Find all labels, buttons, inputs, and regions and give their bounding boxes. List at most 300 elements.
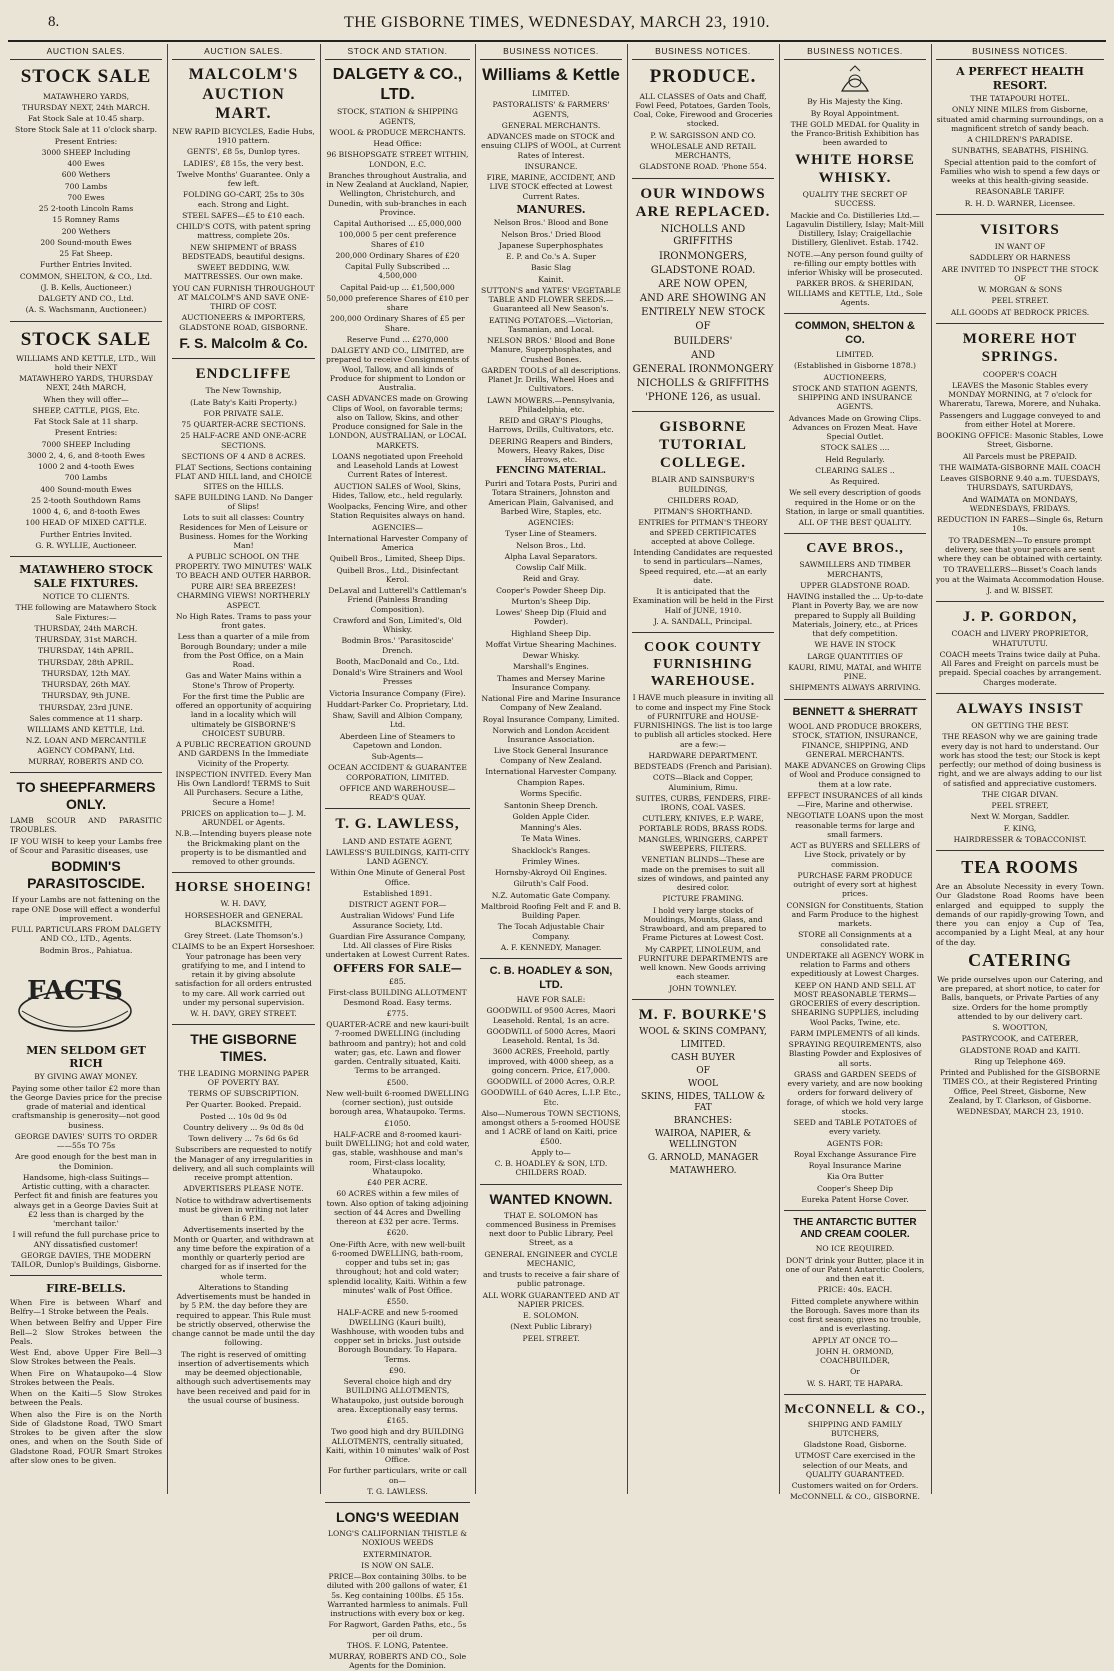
column-6 bbox=[784, 46, 926, 1502]
text-line: WILLIAMS AND KETTLE, Ltd. bbox=[27, 725, 145, 735]
ad-body bbox=[480, 995, 622, 1178]
column-divider bbox=[931, 44, 932, 1494]
text-line: GENERAL IRONMONGERY bbox=[632, 364, 774, 375]
text-line: FIRE, MARINE, ACCIDENT, AND LIVE STOCK effected at Lowest Current Rates. bbox=[486, 173, 616, 201]
text-line: Huddart-Parker Co. Proprietary, Ltd. bbox=[326, 699, 469, 709]
text-line: Advertisements inserted by the Month or Quarter, and withdrawn at any time before the expiration of a monthly or quarterly period are charged for as if inserted for the whole term. bbox=[173, 1225, 314, 1281]
ad-title: THE ANTARCTIC BUTTER AND CREAM COOLER. bbox=[793, 1217, 917, 1241]
ad-title: WANTED KNOWN. bbox=[489, 1190, 613, 1207]
text-line: The Tocah Adjustable Chair Company. bbox=[497, 922, 605, 941]
text-line: Royal Insurance Marine bbox=[808, 1161, 902, 1170]
text-line: If your Lambs are not fattening on the rape ONE Dose will effect a wonderful improvement. bbox=[11, 895, 161, 923]
text-line: £620. bbox=[386, 1228, 409, 1238]
text-line: FULL PARTICULARS FROM DALGETY AND CO., LTD., Agents. bbox=[11, 925, 161, 944]
text-line: Notice to withdraw advertisements must be given in writing not later than 6 P.M. bbox=[175, 1195, 312, 1224]
text-line: 7000 SHEEP Including bbox=[41, 439, 131, 449]
ad-body bbox=[936, 721, 1104, 844]
ad-title: TEA ROOMS bbox=[961, 857, 1079, 878]
text-line: (J. B. Kells, Auctioneer.) bbox=[40, 282, 132, 292]
text-line: Basic Slag bbox=[530, 263, 572, 273]
text-line: CASH BUYER bbox=[671, 1053, 735, 1064]
text-line: My CARPET, LINOLEUM, and FURNITURE DEPARTMENTS are well known. New Goods arriving each steamer. bbox=[638, 944, 768, 982]
text-line: A CHILDREN'S PARADISE. bbox=[967, 135, 1073, 145]
ad-title: TO SHEEPFARMERS ONLY. bbox=[16, 779, 156, 813]
text-line: Lots to suit all classes: Country Residences for Men of Leisure or Business. Homes for the Working Man! bbox=[179, 513, 308, 551]
text-line: A. F. KENNEDY, Manager. bbox=[500, 942, 602, 952]
text-line: Royal Exchange Assurance Fire bbox=[793, 1149, 917, 1159]
ad-title: GISBORNE TUTORIAL COLLEGE. bbox=[659, 418, 747, 472]
text-line: Advances Made on Growing Clips. Advances on Frozen Meat. Have Special Outlet. bbox=[788, 413, 922, 442]
text-line: AUCTIONEERS & IMPORTERS, GLADSTONE ROAD, GISBORNE. bbox=[179, 313, 308, 332]
divider bbox=[10, 321, 162, 322]
text-line: DeLaval and Lutterell's Cattleman's Friend (Painless Branding Composition). bbox=[328, 586, 467, 614]
text-line: ALL CLASSES of Oats and Chaff, Fowl Feed, Potatoes, Garden Tools, Coal, Coke, Firewood and Groceries stocked. bbox=[633, 91, 773, 129]
text-line: IS NOW ON SALE. bbox=[361, 1560, 434, 1570]
text-line: SUNBATHS, SEABATHS, FISHING. bbox=[951, 146, 1089, 156]
text-line: GEORGE DAVIES' SUITS TO ORDER——55s TO 75s bbox=[14, 1131, 158, 1151]
text-line: DEERING Reapers and Binders, Mowers, Heavy Rakes, Disc Harrows, etc. bbox=[489, 436, 613, 464]
column-header: BUSINESS NOTICES. bbox=[480, 46, 622, 60]
text-line: NELSON BROS.' Blood and Bone Manure, Superphosphates, and Crushed Bones. bbox=[487, 336, 615, 364]
text-line: 400 Sound-mouth Ewes bbox=[40, 484, 132, 494]
text-line: ADVANCES made on STOCK and ensuing CLIPS of WOOL, at Current Rates of Interest. bbox=[481, 132, 621, 160]
text-line: By His Majesty the King. bbox=[807, 97, 903, 107]
text-line: Cooper's Powder Sheep Dip. bbox=[496, 585, 606, 595]
divider bbox=[480, 1184, 622, 1185]
text-line: OFFICE AND WAREHOUSE—READ'S QUAY. bbox=[339, 783, 456, 803]
text-line: Grey Street. (Late Thomson's.) bbox=[184, 931, 303, 941]
text-line: TO TRADESMEN—To ensure prompt delivery, see that your parcels are sent where they can be obtained with certainty. bbox=[937, 535, 1103, 564]
text-line: 3600 ACRES, Freehold, partly improved, with 4000 sheep, as a going concern. Price, £17,000. bbox=[488, 1047, 614, 1075]
text-line: Te Mata Wines. bbox=[521, 834, 581, 844]
text-line: LAMB SCOUR AND PARASITIC TROUBLES. bbox=[10, 816, 162, 835]
ad-body bbox=[10, 1298, 162, 1465]
text-line: SWEET BEDDING, W.W. MATTRESSES. Our own make. bbox=[184, 263, 303, 282]
business-sign: F. S. Malcolm & Co. bbox=[179, 334, 308, 351]
text-line: PEEL STREET, bbox=[991, 801, 1049, 811]
facts-illustration bbox=[10, 961, 140, 1035]
text-line: ADVERTISERS PLEASE NOTE. bbox=[183, 1184, 304, 1194]
ad-body bbox=[936, 975, 1104, 1117]
text-line: OF bbox=[695, 321, 711, 333]
text-line: 1000 2 and 4-tooth Ewes bbox=[37, 462, 135, 472]
text-line: Moffat Virtue Shearing Machines. bbox=[485, 639, 617, 649]
text-line: EXTERMINATOR. bbox=[362, 1549, 433, 1559]
ad-body bbox=[936, 242, 1104, 317]
text-line: Established 1891. bbox=[362, 888, 433, 898]
text-line: CUTLERY, KNIVES, E.P. WARE, PORTABLE RODS, BRASS RODS. bbox=[638, 814, 768, 833]
text-line: 200 Sound-mouth Ewes bbox=[40, 237, 132, 247]
ad-body bbox=[172, 899, 315, 1018]
text-line: Lowes' Sheep Dip (Fluid and Powder). bbox=[495, 608, 607, 627]
text-line: SHIPPING AND FAMILY BUTCHERS, bbox=[807, 1419, 903, 1438]
text-line: PURE AIR! SEA BREEZES! CHARMING VIEWS! NORTHERLY ASPECT. bbox=[176, 582, 310, 610]
text-line: For further particulars, write or call on— bbox=[327, 1466, 467, 1485]
text-line: IN WANT OF bbox=[994, 242, 1046, 252]
text-line: Town delivery ... 7s 6d 6s 6d bbox=[188, 1134, 299, 1144]
column-divider bbox=[320, 44, 321, 1494]
column-header: STOCK AND STATION. bbox=[325, 46, 470, 60]
text-line: AGENCIES: bbox=[528, 518, 574, 528]
text-line: Leaves GISBORNE 9.40 a.m. TUESDAYS, THURSDAYS, SATURDAYS, bbox=[940, 474, 1100, 493]
text-line: REDUCTION IN FARES—Single 6s, Return 10s. bbox=[936, 515, 1104, 534]
text-line: International Harvester Company. bbox=[485, 766, 617, 776]
text-line: LIMITED. bbox=[532, 89, 570, 99]
ad-title: J. P. GORDON, bbox=[962, 609, 1078, 626]
ad-title: CAVE BROS., bbox=[806, 541, 904, 557]
text-line: W. H. DAVY, GREY STREET. bbox=[190, 1009, 297, 1019]
text-line: FOLDING GO-CART, 25s to 30s each. Strong and Light. bbox=[182, 190, 305, 209]
ad-title: A PERFECT HEALTH RESORT. bbox=[956, 65, 1084, 92]
text-line: UTMOST Care exercised in the selection of our Meats, and QUALITY GUARANTEED. bbox=[794, 1451, 916, 1479]
text-line: When between Belfry and Upper Fire Bell—2 Slow Strokes between the Peals. bbox=[10, 1318, 162, 1346]
column-header: BUSINESS NOTICES. bbox=[632, 46, 774, 60]
ad-title: STOCK SALE bbox=[20, 66, 152, 88]
text-line: UPPER GLADSTONE ROAD. bbox=[800, 580, 910, 590]
text-line: R. H. D. WARNER, Licensee. bbox=[964, 198, 1076, 208]
text-line: Held Regularly. bbox=[825, 454, 885, 464]
text-line: PASTRYCOOK, and CATERER, bbox=[961, 1034, 1079, 1044]
product-name: BODMIN'S PARASITOSCIDE. bbox=[27, 858, 145, 892]
text-line: New well-built 6-roomed DWELLING (corner section), just outside borough area, Whataupoko. Terms. bbox=[326, 1088, 469, 1117]
text-line: Highland Sheep Dip. bbox=[510, 628, 592, 638]
text-line: Worms Specific. bbox=[520, 789, 582, 799]
text-line: W. H. DAVY, bbox=[220, 899, 267, 909]
text-line: IRONMONGERS, bbox=[658, 250, 748, 262]
text-line: REID and GRAY'S Ploughs, Harrows, Drills, Cultivators, etc. bbox=[488, 416, 614, 435]
ad-title: OUR WINDOWS ARE REPLACED. bbox=[635, 185, 771, 220]
text-line: As Required. bbox=[830, 477, 880, 487]
text-line: The New Township, bbox=[205, 386, 282, 396]
column-2 bbox=[172, 46, 315, 1494]
text-line: Twelve Months' Guarantee. Only a few left. bbox=[176, 169, 311, 189]
text-line: STOCK, STATION & SHIPPING AGENTS, bbox=[337, 107, 458, 126]
text-line: PRICES on application to— J. M. ARUNDEL or Agents. bbox=[180, 808, 307, 828]
text-line: THE WAIMATA-GISBORNE MAIL COACH bbox=[939, 462, 1101, 472]
text-line: £90. bbox=[389, 1365, 406, 1375]
text-line: 3000 SHEEP Including bbox=[41, 147, 131, 157]
text-line: BUILDERS' bbox=[673, 335, 733, 347]
text-line: £1050. bbox=[384, 1118, 411, 1128]
text-line: When Fire is between Wharf and Belfry—1 Stroke between the Peals. bbox=[10, 1297, 162, 1317]
text-line: LEAVES the Masonic Stables every MONDAY MORNING, at 7 o'clock for Whareratu, Tarewa, Morere, and Nuhaka. bbox=[939, 380, 1101, 409]
text-line: For the first time the Public are offered an opportunity of acquiring land in a locality which will ultimately be GISBORNE'S CHOICEST SUBURB. bbox=[175, 691, 312, 738]
ad-title: Williams & Kettle bbox=[482, 65, 620, 85]
text-line: 600 Wethers bbox=[61, 170, 111, 180]
text-line: NO ICE REQUIRED. bbox=[815, 1244, 895, 1254]
text-line: LARGE QUANTITIES OF bbox=[807, 651, 903, 661]
text-line: NEW RAPID BICYCLES, Eadie Hubs, 1910 pattern. bbox=[172, 126, 315, 146]
text-line: S. WOOTTON, bbox=[992, 1023, 1048, 1033]
text-line: Less than a quarter of a mile from Borough Boundary; under a mile from the Post Office, on a Main Road. bbox=[177, 632, 310, 670]
text-line: DON'T drink your Butter, place it in one of our Patent Antarctic Coolers, and then eat it. bbox=[785, 1255, 925, 1284]
text-line: Thames and Mersey Marine Insurance Company. bbox=[497, 673, 605, 692]
text-line: 25 HALF-ACRE AND ONE-ACRE SECTIONS. bbox=[180, 431, 307, 450]
text-line: National Fire and Marine Insurance Company of New Zealand. bbox=[481, 694, 621, 713]
ad-body bbox=[784, 1244, 926, 1388]
ad-body bbox=[784, 722, 926, 1204]
text-line: Marshall's Engines. bbox=[513, 662, 589, 672]
text-line: GOODWILL of 5000 Acres, Maori Leasehold. Rental, 1s 3d. bbox=[486, 1026, 616, 1046]
text-line: Further Entries Invited. bbox=[39, 260, 133, 270]
divider bbox=[632, 999, 774, 1000]
ad-title: DALGETY & CO., LTD. bbox=[332, 66, 463, 103]
text-line: Quibell Bros., Limited, Sheep Dips. bbox=[329, 554, 466, 564]
text-line: AND ARE SHOWING AN bbox=[639, 293, 767, 305]
text-line: THURSDAY, 9th JUNE. bbox=[41, 691, 131, 701]
text-line: MURRAY, ROBERTS AND CO., Sole Agents for the Dominion. bbox=[328, 1652, 467, 1671]
text-line: Present Entries: bbox=[54, 428, 118, 438]
text-line: £165. bbox=[386, 1416, 409, 1426]
text-line: GLADSTONE ROAD. bbox=[650, 264, 756, 276]
text-line: HARDWARE DEPARTMENT. bbox=[648, 750, 758, 760]
text-line: ARE NOW OPEN, bbox=[658, 278, 748, 290]
ad-title: M. F. BOURKE'S bbox=[638, 1006, 768, 1023]
text-line: Fat Stock Sale at 11 sharp. bbox=[33, 417, 139, 427]
text-line: UNDERTAKE all AGENCY WORK in relation to Farms and others expeditiously at Lowest Charges. bbox=[786, 950, 924, 979]
ad-body bbox=[172, 386, 315, 866]
text-line: N.Z. LOAN AND MERCANTILE AGENCY COMPANY, Ltd. bbox=[25, 736, 147, 755]
text-line: F. KING, bbox=[1003, 823, 1037, 833]
text-line: A PUBLIC RECREATION GROUND AND GARDENS In the Immediate Vicinity of the Property. bbox=[175, 740, 311, 768]
text-line: JOHN TOWNLEY. bbox=[669, 983, 737, 993]
ad-body bbox=[172, 1069, 315, 1406]
text-line: THURSDAY, 31st MARCH. bbox=[35, 635, 137, 645]
text-line: AGENCIES— bbox=[372, 522, 423, 532]
text-line: BOOKING OFFICE: Masonic Stables, Lowe Street, Gisborne. bbox=[936, 431, 1104, 450]
text-line: THE CIGAR DIVAN. bbox=[981, 789, 1059, 799]
text-line: MANGLES, WRINGERS, CARPET SWEEPERS, FILTERS. bbox=[638, 834, 768, 854]
text-line: C. B. HOADLEY & SON, LTD. CHILDERS ROAD. bbox=[494, 1159, 608, 1178]
ad-body bbox=[632, 1027, 774, 1177]
text-line: Subscribers are requested to notify the Manager of any irregularities in delivery, and all such complaints will receive prompt attention. bbox=[172, 1145, 315, 1183]
ad-title: MANURES. bbox=[516, 202, 586, 216]
text-line: Within One Minute of General Post Office. bbox=[330, 868, 465, 887]
text-line: Santonin Sheep Drench. bbox=[504, 800, 598, 810]
text-line: Gas and Water Mains within a Stone's Throw of Property. bbox=[185, 671, 302, 690]
text-line: STEEL SAFES—£5 to £10 each. bbox=[182, 210, 305, 220]
ad-body bbox=[480, 218, 622, 464]
text-line: DISTRICT AGENT FOR— bbox=[348, 900, 447, 910]
text-line: I HAVE much pleasure in inviting all to come and inspect my Fine Stock of FURNITURE and HOUSE-FURNISHINGS. The list is too large to publish all articles stocked. Here are a few:— bbox=[632, 693, 774, 749]
text-line: SHEEP, CATTLE, PIGS, Etc. bbox=[32, 405, 140, 415]
text-line: Kainit. bbox=[538, 274, 564, 284]
text-line: FLAT Sections, Sections containing FLAT AND HILL land, and CHOICE SITES on the HILLS. bbox=[175, 463, 312, 491]
text-line: GENERAL ENGINEER and CYCLE MECHANIC, bbox=[484, 1249, 618, 1268]
masthead-rule bbox=[8, 40, 1106, 42]
text-line: HAVE FOR SALE: bbox=[516, 995, 586, 1005]
text-line: Japanese Superphosphates bbox=[498, 240, 604, 250]
text-line: Victoria Insurance Company (Fire). bbox=[329, 688, 466, 698]
text-line: Gladstone Road, Gisborne. bbox=[803, 1440, 907, 1450]
text-line: (Established in Gisborne 1878.) bbox=[794, 361, 916, 371]
text-line: COOPER'S COACH bbox=[982, 369, 1058, 379]
ad-body bbox=[325, 107, 470, 802]
text-line: Cooper's Sheep Dip bbox=[816, 1183, 894, 1193]
text-line: 700 Lambs bbox=[64, 473, 108, 483]
royal-crest-icon bbox=[836, 65, 874, 95]
text-line: NEW SHIPMENT of BRASS BEDSTEADS, beautiful designs. bbox=[182, 242, 305, 261]
text-line: International Harvester Company of America bbox=[327, 533, 468, 553]
text-line: I will refund the full purchase price to ANY dissatisfied customer! bbox=[12, 1230, 160, 1249]
text-line: PRICE—Box containing 30lbs. to be diluted with 200 gallons of water, £1 5s. Keg containing 100lbs. £5 15s. Warranted harmless to animals. Full instructions with every box or keg. bbox=[326, 1572, 469, 1619]
text-line: Nelson Bros., Ltd. bbox=[516, 540, 586, 550]
text-line: PASTORALISTS' & FARMERS' AGENTS, bbox=[492, 100, 610, 119]
text-line: Apply to— bbox=[531, 1147, 571, 1157]
text-line: We sell every description of goods required in the Home or on the Station, in large or small quantities. bbox=[785, 488, 925, 516]
text-line: SEED and TABLE POTATOES of every variety. bbox=[793, 1118, 917, 1137]
text-line: SECTIONS OF 4 AND 8 ACRES. bbox=[181, 451, 306, 461]
ad-title: BENNETT & SHERRATT bbox=[792, 705, 918, 718]
text-line: HALF-ACRE and new 5-roomed DWELLING (Kauri built), Washhouse, with wooden tubs and copper set in bricks. Just outside Borough Boundary. To Hapara. Terms. bbox=[330, 1308, 464, 1364]
page-number: 8. bbox=[48, 14, 60, 30]
text-line: Country delivery ... 9s 0d 8s 0d bbox=[183, 1122, 304, 1132]
text-line: CHILD'S COTS, with patent spring mattress, complete 20s. bbox=[176, 222, 311, 241]
text-line: W. S. HART, TE HAPARA. bbox=[806, 1378, 904, 1388]
text-line: GOODWILL of 640 Acres, L.I.P. Etc., Etc. bbox=[480, 1088, 622, 1107]
ad-body bbox=[10, 592, 162, 766]
ad-body bbox=[632, 693, 774, 993]
text-line: GOODWILL of 2000 Acres, O.R.P. bbox=[486, 1077, 616, 1087]
text-line: AGENTS FOR: bbox=[826, 1138, 884, 1148]
text-line: J. A. SANDALL, Principal. bbox=[653, 616, 753, 626]
text-line: £775. bbox=[386, 1008, 409, 1018]
text-line: BY GIVING AWAY MONEY. bbox=[34, 1072, 138, 1082]
text-line: BEDSTEADS (French and Parisian). bbox=[633, 762, 773, 772]
text-line: £500. bbox=[386, 1077, 409, 1087]
text-line: (A. S. Wachsmann, Auctioneer.) bbox=[25, 305, 147, 315]
text-line: SHIPMENTS ALWAYS ARRIVING. bbox=[789, 683, 921, 693]
column-header: BUSINESS NOTICES. bbox=[784, 46, 926, 60]
divider bbox=[936, 601, 1104, 602]
text-line: Handsome, high-class Suitings—Artistic cutting, with a character. Perfect fit and finish are features you always get in a George Davies Suit at £2 less than is charged by the 'merchant tailor.' bbox=[13, 1172, 159, 1229]
text-line: JOHN H. ORMOND, COACHBUILDER, bbox=[816, 1346, 894, 1366]
text-line: 100 HEAD OF MIXED CATTLE. bbox=[25, 518, 147, 528]
ad-title: MORERE HOT SPRINGS. bbox=[962, 330, 1078, 366]
text-line: NOTICE TO CLIENTS. bbox=[42, 592, 130, 602]
ad-body bbox=[784, 560, 926, 692]
column-divider bbox=[167, 44, 168, 1494]
ad-body bbox=[936, 370, 1104, 596]
text-line: N.B.—Intending buyers please note the Brickmaking plant on the property is to be dismantled and removed to other grounds. bbox=[175, 829, 312, 867]
text-line: GLADSTONE ROAD and KAITI. bbox=[959, 1045, 1081, 1055]
text-line: Branches throughout Australia, and in New Zealand at Auckland, Napier, Wellington, Christchurch, and Dunedin, with sub-branches in each Province. bbox=[326, 170, 469, 217]
text-line: Sub-Agents— bbox=[371, 752, 424, 762]
text-line: Sales commence at 11 sharp. bbox=[29, 713, 143, 723]
text-line: ALL WORK GUARANTEED AND AT NAPIER PRICES. bbox=[482, 1290, 620, 1309]
text-line: GENERAL MERCHANTS. bbox=[501, 120, 601, 130]
text-line: CLEARING SALES .. bbox=[815, 465, 895, 475]
text-line: Fat Stock Sale at 10.45 sharp. bbox=[27, 114, 145, 124]
text-line: Tyser Line of Steamers. bbox=[505, 529, 597, 539]
divider bbox=[936, 850, 1104, 851]
ad-title: STOCK SALE bbox=[20, 328, 152, 350]
ad-title: COMMON, SHELTON & CO. bbox=[795, 320, 915, 346]
text-line: Or bbox=[850, 1367, 860, 1377]
text-line: ENTRIES for PITMAN'S THEORY and SPEED CERTIFICATES accepted at above College. bbox=[638, 518, 768, 546]
text-line: AUCTIONEERS, bbox=[823, 372, 887, 382]
text-line: 60 ACRES within a few miles of town. Also option of taking adjoining section of 44 Acres and Dwelling thereon at £32 per acre. Terms. bbox=[326, 1189, 469, 1227]
text-line: First-class BUILDING ALLOTMENT Desmond Road. Easy terms. bbox=[328, 988, 467, 1007]
text-line: Further Entries Invited. bbox=[39, 529, 133, 539]
text-line: 200,000 Ordinary Shares of £5 per Share. bbox=[330, 314, 465, 333]
text-line: SUTTON'S and YATES' VEGETABLE TABLE AND FLOWER SEEDS.—Guaranteed all New Season's. bbox=[481, 285, 621, 314]
text-line: CASH ADVANCES made on Growing Clips of Wool, on favorable terms; also on Tallow, Skins, and other Produce consigned for Sale in the LONDON, AUSTRALIAN, or LOCAL MARKETS. bbox=[326, 394, 469, 450]
text-line: (Late Baty's Kaiti Property.) bbox=[190, 397, 297, 407]
text-line: PITMAN'S SHORTHAND. bbox=[653, 507, 753, 517]
text-line: NOTE.—Any person found guilty of re-filling our empty bottles with inferior Whisky will be prosecuted. bbox=[787, 249, 923, 278]
text-line: SAWMILLERS AND TIMBER MERCHANTS, bbox=[799, 560, 911, 579]
text-line: HAVING installed the ... Up-to-date Plant in Poverty Bay, we are now prepared to Supply all Building Materials, Joinery, etc., at Prices that defy competition. bbox=[786, 592, 924, 639]
text-line: MATAWHERO YARDS, THURSDAY NEXT, 24th MARCH, bbox=[19, 374, 153, 393]
text-line: E. SOLOMON. bbox=[523, 1311, 579, 1321]
text-line: £550. bbox=[386, 1297, 409, 1307]
ad-body bbox=[480, 1211, 622, 1343]
text-line: Paying some other tailor £2 more than the George Davies price for the precise grade of material and identical craftsmanship is generosity—not good business. bbox=[10, 1083, 162, 1130]
text-line: ALL OF THE BEST QUALITY. bbox=[798, 518, 912, 528]
text-line: ARE INVITED TO INSPECT THE STOCK OF bbox=[941, 264, 1099, 283]
text-line: HALF-ACRE and 8-roomed kauri-built DWELLING; hot and cold water, gas, stable, washhouse and man's room, First-class locality, Whataupoko. bbox=[325, 1129, 470, 1176]
ad-title: VISITORS bbox=[980, 221, 1060, 238]
text-line: THE LEADING MORNING PAPER OF POVERTY BAY. bbox=[178, 1068, 309, 1087]
text-line: J. and W. BISSET. bbox=[986, 585, 1054, 595]
column-1 bbox=[10, 46, 162, 1494]
text-line: Several choice high and dry BUILDING ALLOTMENTS, Whataupoko, just outside borough area. Exceptionally easy terms. bbox=[331, 1377, 464, 1414]
text-line: When also the Fire is on the North Side of Gladstone Road, TWO Smart Strokes to be given after the slow ones, and when on the South Side of Gladstone Road, FOUR Smart Strokes after slow ones to be given. bbox=[10, 1409, 162, 1465]
text-line: REASONABLE TARIFF. bbox=[975, 187, 1065, 197]
text-line: ONLY NINE MILES from Gisborne, situated amid charming surroundings, on a magnificent stretch of sandy beach. bbox=[936, 105, 1104, 133]
text-line: LONG'S CALIFORNIAN THISTLE & NOXIOUS WEEDS bbox=[327, 1529, 468, 1548]
text-line: PEEL STREET. bbox=[522, 1333, 580, 1343]
ad-body bbox=[784, 190, 926, 307]
text-line: TERMS OF SUBSCRIPTION. bbox=[188, 1089, 299, 1099]
text-line: KEEP ON HAND AND SELL AT MOST REASONABLE TERMS—GROCERIES of every description. SHEARING SUPPLIES, including Wool Packs, Twine, etc. bbox=[789, 980, 921, 1027]
text-line: NICHOLLS AND GRIFFITHS bbox=[660, 224, 746, 248]
text-line: WILLIAMS AND KETTLE, LTD., Will hold their NEXT bbox=[16, 353, 156, 372]
text-line: SADDLERY OR HARNESS bbox=[969, 253, 1071, 263]
text-line: SAFE BUILDING LAND. No Danger of Slips! bbox=[174, 492, 313, 512]
column-divider bbox=[779, 44, 780, 1494]
ad-body bbox=[632, 92, 774, 172]
text-line: Two good high and dry BUILDING ALLOTMENTS, centrally situated, Kaiti, within 10 minutes' walk of Post Office. bbox=[325, 1427, 470, 1465]
ad-body bbox=[784, 1420, 926, 1502]
text-line: 25 2-tooth Southdown Rams bbox=[31, 495, 141, 505]
text-line: The right is reserved of omitting insertion of advertisements which may be deemed objectionable, although such advertisements may have been received and paid for in the usual course of business. bbox=[176, 1349, 311, 1405]
text-line: WE HAVE IN STOCK bbox=[814, 640, 896, 650]
text-line: P. W. SARGISSON AND CO. bbox=[650, 130, 756, 140]
column-4 bbox=[480, 46, 622, 1494]
text-line: THE TATAPOURI HOTEL. bbox=[970, 94, 1070, 104]
ad-body bbox=[936, 882, 1104, 947]
facts-word: FACTS bbox=[27, 975, 123, 1006]
text-line: GEORGE DAVIES, THE MODERN TAILOR, Dunlop's Buildings, Gisborne. bbox=[11, 1250, 161, 1270]
ad-body bbox=[10, 92, 162, 315]
ad-title: LONG'S WEEDIAN bbox=[335, 1509, 460, 1526]
text-line: Murton's Sheep Dip. bbox=[511, 596, 591, 606]
text-line: BRANCHES: bbox=[673, 1116, 733, 1127]
text-line: WOOL AND PRODUCE BROKERS, STOCK, STATION, INSURANCE, FINANCE, SHIPPING, AND GENERAL MERCHANTS. bbox=[788, 722, 922, 759]
divider bbox=[784, 533, 926, 534]
text-line: GLADSTONE ROAD. 'Phone 554. bbox=[639, 162, 767, 172]
text-line: INSPECTION INVITED. Every Man His Own Landlord! TERMS to Suit All Purchasers. Secure a Lithe, Secure a Home! bbox=[175, 769, 312, 807]
text-line: NEGOTIATE LOANS upon the most reasonable terms for large and small farmers. bbox=[786, 811, 924, 839]
ad-title: THE GISBORNE TIMES. bbox=[190, 1031, 297, 1065]
text-line: GENTS', £8 5s, Dunlop tyres. bbox=[187, 147, 300, 157]
divider bbox=[172, 358, 315, 359]
text-line: ENTIRELY NEW STOCK bbox=[641, 307, 765, 319]
divider bbox=[325, 808, 470, 809]
ad-title: MEN SELDOM GET RICH bbox=[26, 1043, 146, 1070]
